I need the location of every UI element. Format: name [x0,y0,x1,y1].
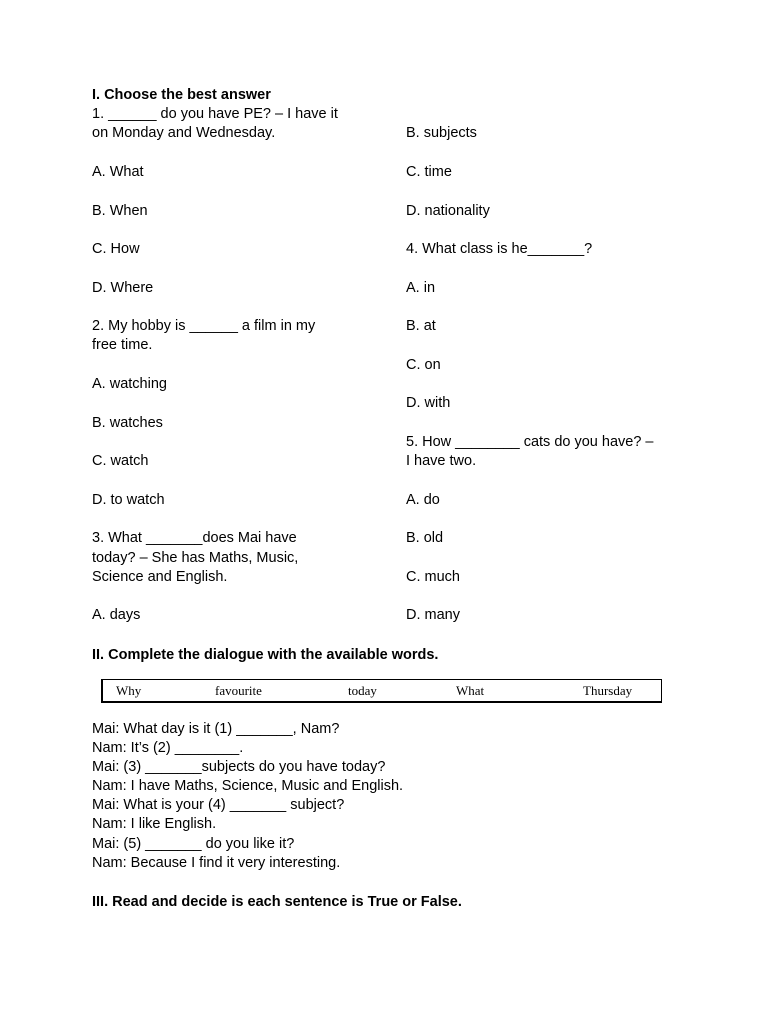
question-1-option-b: B. When [92,203,148,219]
question-1-option-c: C. How [92,241,140,257]
question-1-option-d: D. Where [92,280,154,296]
dialogue-line-6: Nam: I like English. [92,816,217,832]
question-2-option-a: A. watching [92,376,167,392]
question-3-option-a: A. days [92,607,141,623]
question-1-line-1: 1. ______ do you have PE? – I have it [92,106,338,122]
question-3-line-3: Science and English. [92,569,228,585]
dialogue-line-3: Mai: (3) _______subjects do you have today? [92,759,386,775]
dialogue-line-8: Nam: Because I find it very interesting. [92,855,341,871]
dialogue-line-5: Mai: What is your (4) _______ subject? [92,797,345,813]
question-5-option-c: C. much [406,569,460,585]
word-bank-box [101,679,662,703]
question-4-option-d: D. with [406,395,451,411]
word-bank-item: What [456,683,485,698]
question-5-line-2: I have two. [406,453,477,469]
question-2-option-b: B. watches [92,415,163,431]
question-3-option-c: C. time [406,164,452,180]
question-4-option-a: A. in [406,280,436,296]
question-2-option-c: C. watch [92,453,149,469]
question-3-line-2: today? – She has Maths, Music, [92,550,299,566]
question-3-option-b: B. subjects [406,125,477,141]
section-2-title: II. Complete the dialogue with the available words. [92,647,439,663]
dialogue-line-1: Mai: What day is it (1) _______, Nam? [92,721,340,737]
section-3-title: III. Read and decide is each sentence is True or False. [92,894,462,910]
question-5-option-b: B. old [406,530,444,546]
question-1-line-2: on Monday and Wednesday. [92,125,276,141]
question-1-option-a: A. What [92,164,144,180]
question-2-option-d: D. to watch [92,492,165,508]
question-5-option-d: D. many [406,607,460,623]
question-2-line-2: free time. [92,337,153,353]
word-bank-item: Thursday [583,683,633,698]
word-bank-item: today [348,683,377,698]
dialogue-line-7: Mai: (5) _______ do you like it? [92,836,295,852]
question-2-line-1: 2. My hobby is ______ a film in my [92,318,316,334]
dialogue-line-2: Nam: It’s (2) ________. [92,740,244,756]
word-bank-item: Why [116,683,142,698]
question-4-option-c: C. on [406,357,441,373]
question-4-option-b: B. at [406,318,436,334]
question-4-line-1: 4. What class is he_______? [406,241,593,257]
section-1-title: I. Choose the best answer [92,87,271,103]
question-3-line-1: 3. What _______does Mai have [92,530,297,546]
question-5-line-1: 5. How ________ cats do you have? – [406,434,654,450]
question-3-option-d: D. nationality [406,203,490,219]
question-5-option-a: A. do [406,492,440,508]
dialogue-line-4: Nam: I have Maths, Science, Music and English. [92,778,404,794]
word-bank-item: favourite [215,683,262,698]
